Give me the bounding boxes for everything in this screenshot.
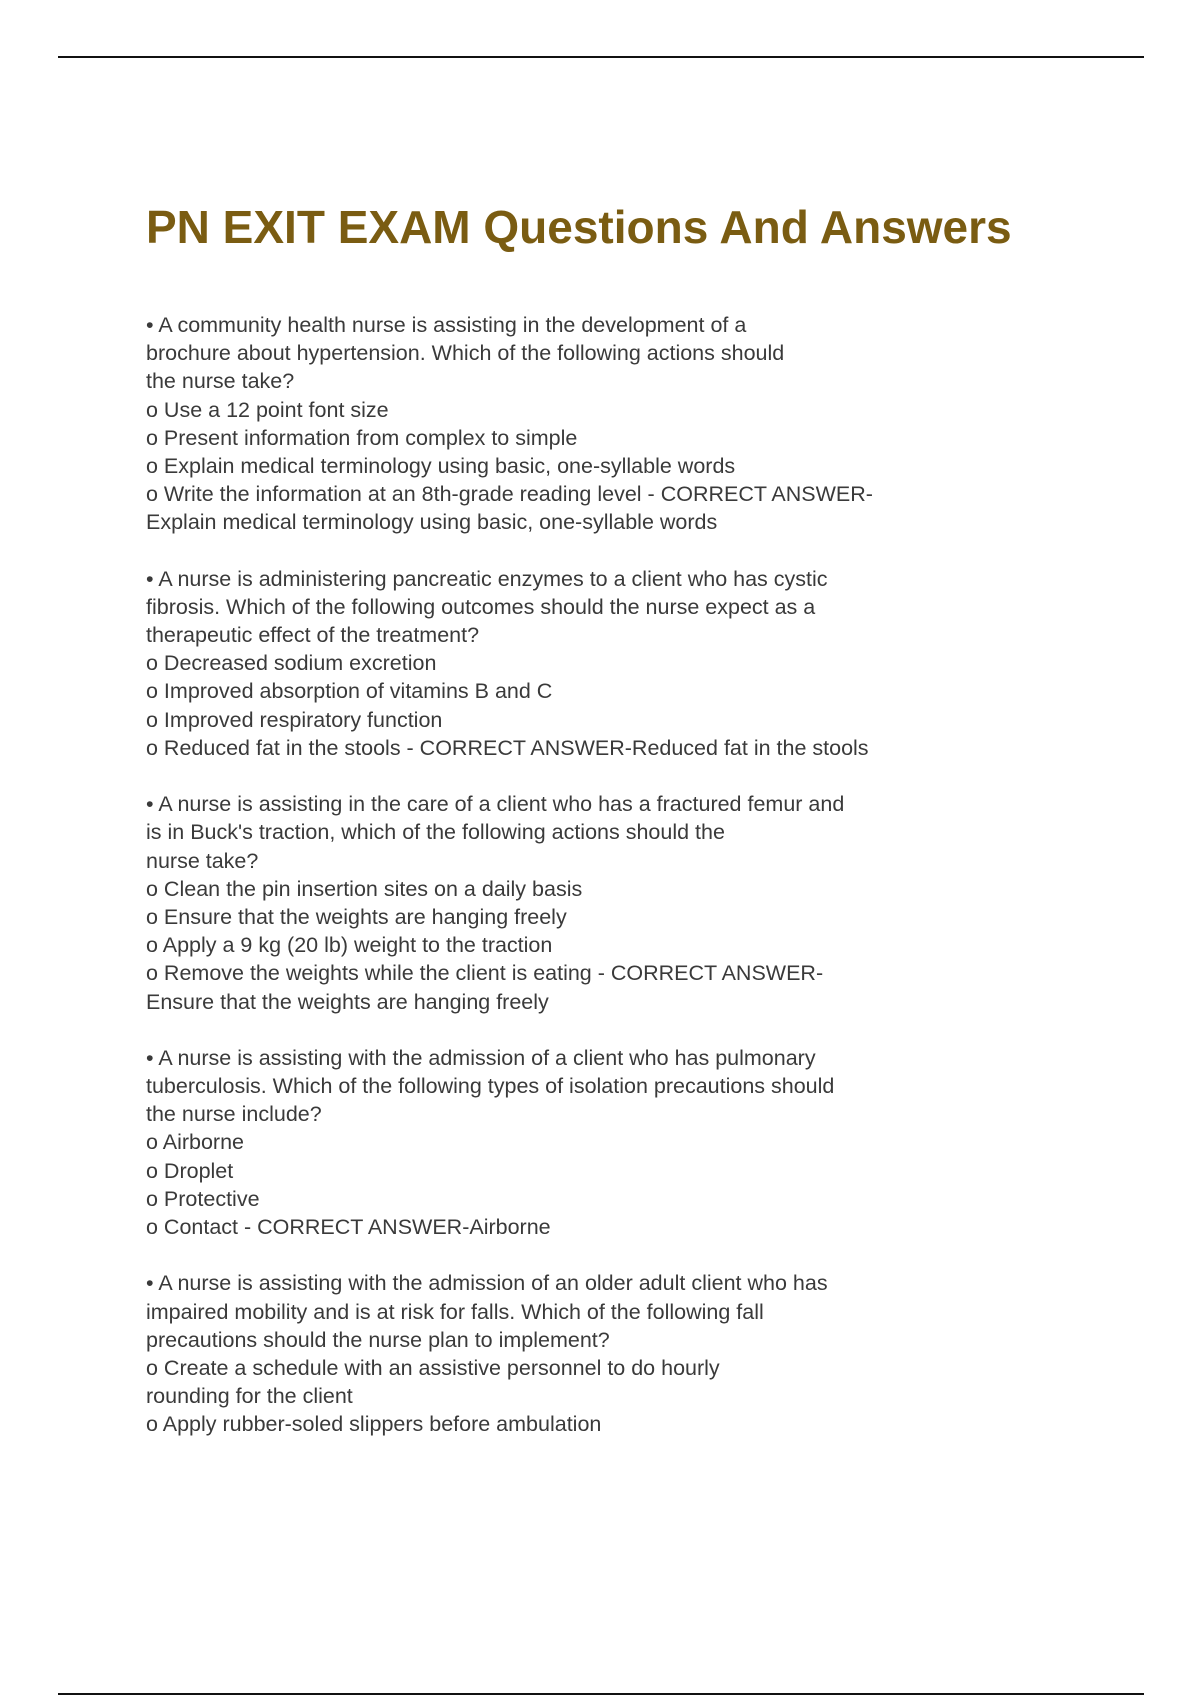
question-text-line: precautions should the nurse plan to implement?	[146, 1327, 610, 1352]
question-text-line: tuberculosis. Which of the following types of isolation precautions should	[146, 1074, 835, 1099]
answer-option: o Contact - CORRECT ANSWER-Airborne	[146, 1215, 551, 1239]
answer-option: o Apply rubber-soled slippers before ambulation	[146, 1412, 602, 1437]
question-text-line: is in Buck's traction, which of the following actions should the	[146, 820, 725, 845]
question-text-line: the nurse take?	[146, 369, 295, 394]
question-text-line: fibrosis. Which of the following outcomes should the nurse expect as a	[146, 594, 816, 619]
answer-option: o Remove the weights while the client is eating - CORRECT ANSWER-	[146, 961, 824, 986]
answer-option: o Decreased sodium excretion	[146, 651, 437, 676]
question-text-line: • A nurse is assisting with the admission of an older adult client who has	[146, 1271, 828, 1296]
answer-option: o Apply a 9 kg (20 lb) weight to the traction	[146, 933, 553, 958]
answer-option: o Present information from complex to simple	[146, 425, 578, 450]
question-text-line: • A nurse is assisting with the admission of a client who has pulmonary	[146, 1045, 816, 1070]
question-text-line: • A nurse is administering pancreatic enzymes to a client who has cystic	[146, 566, 828, 591]
question-spacer	[146, 1016, 1146, 1044]
question-text-line: impaired mobility and is at risk for falls. Which of the following fall	[146, 1299, 764, 1324]
answer-option: o Protective	[146, 1186, 260, 1211]
answer-option: o Write the information at an 8th-grade reading level - CORRECT ANSWER-	[146, 482, 873, 507]
answer-option: o Use a 12 point font size	[146, 397, 389, 422]
answer-option: o Improved respiratory function	[146, 707, 443, 732]
answer-option: o Explain medical terminology using basic, one-syllable words	[146, 453, 736, 478]
answer-option: o Create a schedule with an assistive personnel to do hourly	[146, 1355, 720, 1380]
question-spacer	[146, 762, 1146, 790]
answer-option: o Improved absorption of vitamins B and C	[146, 679, 553, 704]
question-block	[146, 1044, 1146, 1241]
answer-option: o Clean the pin insertion sites on a daily basis	[146, 876, 583, 901]
correct-answer-text: Explain medical terminology using basic, one-syllable words	[146, 510, 718, 535]
bottom-rule	[58, 1693, 1144, 1695]
question-block	[146, 790, 1146, 1016]
question-text-line: • A nurse is assisting in the care of a client who has a fractured femur and	[146, 792, 845, 817]
answer-option: rounding for the client	[146, 1384, 353, 1409]
question-block	[146, 565, 1146, 762]
question-text-line: • A community health nurse is assisting in the development of a	[146, 313, 747, 337]
answer-option: o Airborne	[146, 1130, 245, 1155]
answer-option: o Ensure that the weights are hanging freely	[146, 904, 567, 929]
question-text-line: therapeutic effect of the treatment?	[146, 623, 480, 648]
question-block	[146, 311, 1146, 537]
page-title: PN EXIT EXAM Questions And Answers	[146, 201, 1012, 253]
question-text-line: brochure about hypertension. Which of the following actions should	[146, 341, 785, 366]
answer-option: o Reduced fat in the stools - CORRECT ANSWER-Reduced fat in the stools	[146, 735, 869, 760]
question-text-line: the nurse include?	[146, 1102, 322, 1127]
question-list	[146, 311, 1146, 1439]
top-rule	[58, 56, 1144, 58]
answer-option: o Droplet	[146, 1158, 234, 1183]
correct-answer-text: Ensure that the weights are hanging freely	[146, 989, 549, 1014]
question-block	[146, 1269, 1146, 1438]
question-text-line: nurse take?	[146, 848, 259, 873]
question-spacer	[146, 1241, 1146, 1269]
question-spacer	[146, 537, 1146, 565]
